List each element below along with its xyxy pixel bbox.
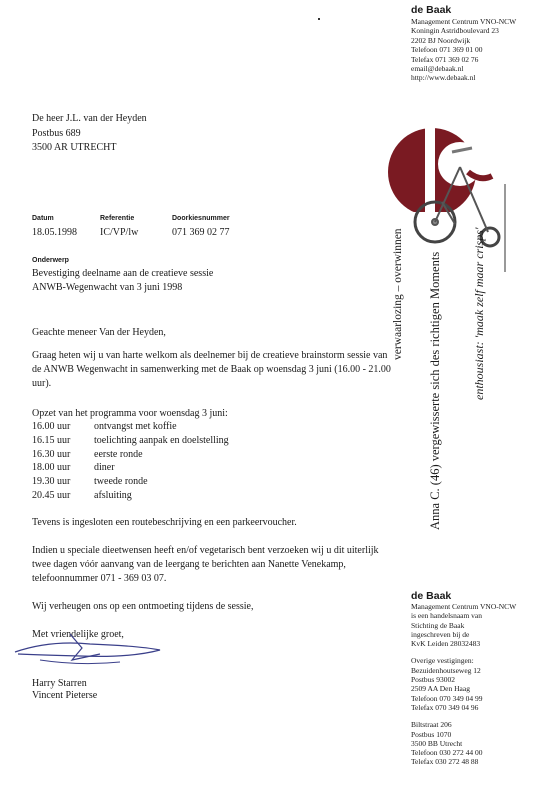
letterhead [411,4,531,83]
programme-item: tweede ronde [94,476,148,488]
programme-row [32,461,229,475]
direct-phone-label: Doorkiesnummer [172,215,230,222]
signature-scribble [10,630,170,675]
programme-item: eerste ronde [94,448,143,460]
footer-line: Overige vestigingen: [411,656,474,666]
programme-row [32,448,229,462]
addressee-block [32,112,147,156]
footer-line: Biltstraat 206 [411,720,452,730]
footer-line: Management Centrum VNO-NCW [411,602,517,611]
programme-time: 20.45 uur [32,489,71,501]
reference-label: Referentie [100,215,135,222]
subject [32,267,372,294]
programme-time: 16.30 uur [32,448,71,460]
slogan-vertical: Anna C. (46) vergewisserte sich des richtigen Moments [428,251,442,530]
letterhead-line: Telefoon 071 369 01 00 [411,45,483,55]
subject-line: ANWB-Wegenwacht van 3 juni 1998 [32,281,183,293]
diet-paragraph: Indien u speciale dieetwensen heeft en/of vegetarisch bent verzoeken wij u dit uiterlijk twee dagen vóór aanvang van de leergang te berichten aan Nanette Venekamp, telefoonnummer 071 - 369 03 07. [32,545,379,584]
programme-item: ontvangst met koffie [94,421,177,432]
reference-value: IC/VP/lw [100,227,139,238]
subject-line: Bevestiging deelname aan de creatieve sessie [32,268,214,279]
greeting-line: Met vriendelijke groet, [32,629,124,640]
footer-line: Telefax 030 272 48 88 [411,757,479,767]
letterhead-line: 2202 BJ Noordwijk [411,35,471,45]
programme-row [32,434,229,448]
slogan-vertical: verwaarlozing – overwinnen [392,228,404,360]
enclosed-paragraph: Tevens is ingesloten een routebeschrijving en een parkeervoucher. [32,517,297,528]
programme-time: 16.00 uur [32,421,71,432]
letterhead-line: Koningin Astridboulevard 23 [411,26,499,36]
letterhead-line: Management Centrum VNO-NCW [411,17,517,26]
date-value: 18.05.1998 [32,227,77,238]
closing-line: Wij verheugen ons op een ontmoeting tijdens de sessie, [32,601,254,612]
footer-line: ingeschreven bij de [411,629,470,639]
footer-line: Postbus 1070 [411,729,452,739]
letterhead-website[interactable]: http://www.debaak.nl [411,73,476,83]
salutation: Geachte meneer Van der Heyden, [32,327,166,338]
signatory-name: Harry Starren [32,678,87,689]
footer-line: 3500 BB Utrecht [411,738,463,748]
letterhead-line: Telefax 071 369 02 76 [411,54,479,64]
intro-paragraph: Graag heten wij u van harte welkom als deelnemer bij de creatieve brainstorm sessie van de ANWB Wegenwacht in samenwerking met de Baak op woensdag 3 juni (16.00 - 21.00 uur). [32,350,391,389]
programme-title: Opzet van het programma voor woensdag 3 juni: [32,408,228,419]
footer-line: Telefoon 070 349 04 99 [411,693,483,703]
speck [318,18,320,20]
footer-line: is een handelsnaam van [411,611,483,621]
programme-row [32,489,229,503]
footer-line: Telefoon 030 272 44 00 [411,748,483,758]
programme-time: 16.15 uur [32,434,71,446]
programme-list [32,420,229,503]
footer-line: Bezuidenhoutseweg 12 [411,665,481,675]
addressee-name: De heer J.L. van der Heyden [32,113,147,124]
footer-line: Stichting de Baak [411,620,465,630]
slogan-vertical: enthousiast: 'maak zelf maar crisps' [472,227,486,400]
addressee-street: Postbus 689 [32,127,81,139]
programme-row [32,475,229,489]
direct-phone-value: 071 369 02 77 [172,227,230,238]
footer-line: 2509 AA Den Haag [411,684,470,694]
footer-brand: de Baak [411,590,452,602]
signatory-name: Vincent Pieterse [32,690,98,701]
programme-item: afsluiting [94,489,132,501]
footer-line: Telefax 070 349 04 96 [411,702,479,712]
programme-item: toelichting aanpak en doelstelling [94,434,229,446]
footer-line: KvK Leiden 28032483 [411,639,481,649]
programme-time: 18.00 uur [32,462,71,474]
footer-block [411,590,531,767]
letterhead-email[interactable]: email@debaak.nl [411,64,464,74]
letterhead-brand: de Baak [411,4,452,16]
addressee-city: 3500 AR UTRECHT [32,142,117,153]
subject-label: Onderwerp [32,257,69,264]
footer-line: Postbus 93002 [411,675,455,685]
programme-time: 19.30 uur [32,476,71,488]
programme-row [32,420,229,434]
date-label: Datum [32,215,54,222]
programme-item: diner [94,462,115,474]
